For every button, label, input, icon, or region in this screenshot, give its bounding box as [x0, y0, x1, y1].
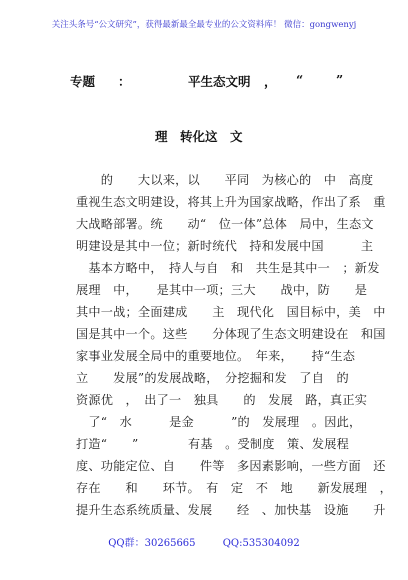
document-subtitle: 理 转化这 文: [155, 129, 243, 144]
subject-quote-open: “: [296, 72, 304, 87]
subject-quote-close: ”: [336, 72, 344, 87]
footer-qq-group: QQ群：30265665: [108, 538, 196, 549]
body-line: 打造“ ” 有基 。受制度 策、发展程: [76, 437, 349, 451]
body-line: 国是其中一个。这些 分体现了生态文明建设在 和国: [76, 327, 386, 341]
body-line: 资源优 ， 出了一 独具 的 发展 路，真正实: [76, 393, 368, 407]
body-line: 度、功能定位、自 件等 多因素影响，一些方面 还: [76, 459, 386, 473]
footer-contacts: [0, 534, 408, 549]
subject-colon: ：: [118, 74, 131, 89]
body-line: 其中一战；全面建成 主 现代化 国目标中，美 中: [76, 305, 386, 319]
footer-qq: QQ:535304092: [222, 538, 300, 549]
body-line: 提升生态系统质量、发展 经 、加快基 设施 升: [76, 503, 386, 517]
body-line: 重视生态文明建设，将其上升为国家战略，作出了系 重: [76, 195, 386, 209]
body-line: 明建设是其中一位；新时统代 持和发展中国 主: [76, 239, 374, 253]
body-line: 大战略部署。统 动“ 位一体”总体 局中，生态文: [76, 217, 374, 231]
body-line: 展理 中， 是其中一项；三大 战中，防 是: [76, 283, 368, 297]
body-line: 基本方略中， 持人与自 和 共生是其中一 ；新发: [76, 261, 380, 275]
subject-comma: ，: [264, 74, 277, 89]
body-line: 存在 和 环节。 有 定 不 地 新发展理 ，: [76, 481, 392, 495]
body-line: 家事业发展全局中的重要地位。 年来， 持“生态: [76, 349, 356, 363]
header-banner: 关注头条号“公文研究”，获得最新最全最专业的公文资料库！ 微信：gongwenyj: [51, 20, 357, 30]
body-line: 的 大以来，以 平同 为核心的 中 高度: [76, 173, 374, 187]
body-line: 立 发展”的发展战略， 分挖掘和发 了自 的: [76, 371, 349, 385]
subject-title: 平生态文明: [188, 74, 251, 89]
subject-label: 专题: [70, 74, 96, 89]
body-line: 了“ 水 是金 ”的 发展理 。因此，: [76, 415, 362, 429]
